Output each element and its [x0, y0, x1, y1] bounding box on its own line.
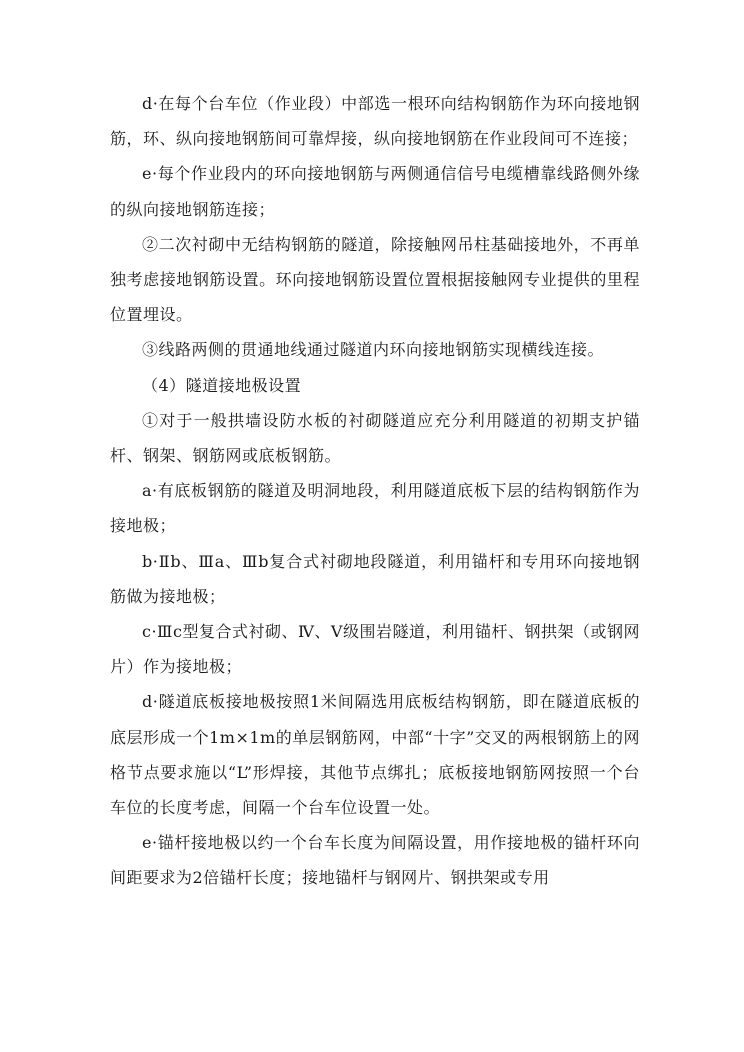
document-body [110, 86, 640, 896]
section-heading-tunnel-ground-electrode: （4）隧道接地极设置 [142, 375, 302, 395]
paragraph-3-through-ground-wire: ③线路两侧的贯通地线通过隧道内环向接地钢筋实现横线连接。 [142, 340, 605, 360]
paragraph-e-cable-trough-connection: e·每个作业段内的环向接地钢筋与两侧通信信号电缆槽靠线路侧外缘的纵向接地钢筋连接； [110, 164, 640, 219]
paragraph-b-composite-lining: b·Ⅱb、Ⅲa、Ⅲb复合式衬砌地段隧道，利用锚杆和专用环向接地钢筋做为接地极； [110, 551, 640, 606]
paragraph-e-anchor-electrode: e·锚杆接地极以约一个台车长度为间隔设置，用作接地极的锚杆环向间距要求为2倍锚杆长度；接地锚杆与钢网片、钢拱架或专用 [110, 833, 640, 888]
paragraph-a-floor-rebar: a·有底板钢筋的隧道及明洞地段，利用隧道底板下层的结构钢筋作为接地极； [110, 481, 640, 536]
paragraph-1-lining-tunnel: ①对于一般拱墙设防水板的衬砌隧道应充分利用隧道的初期支护锚杆、钢架、钢筋网或底板钢筋。 [110, 410, 640, 466]
paragraph-d-ring-grounding: d·在每个台车位（作业段）中部选一根环向结构钢筋作为环向接地钢筋，环、纵向接地钢筋间可靠焊接，纵向接地钢筋在作业段间可不连接； [110, 94, 640, 149]
paragraph-d-floor-electrode: d·隧道底板接地极按照1米间隔选用底板结构钢筋，即在隧道底板的底层形成一个1m×1m的单层钢筋网，中部“十字”交叉的两根钢筋上的网格节点要求施以“L”形焊接，其他节点绑扎；底板接地钢筋网按照一个台车位的长度考虑，间隔一个台车位设置一处。 [110, 692, 640, 818]
paragraph-2-no-structural-rebar: ②二次衬砌中无结构钢筋的隧道，除接触网吊柱基础接地外，不再单独考虑接地钢筋设置。环向接地钢筋设置位置根据接触网专业提供的里程位置埋设。 [110, 234, 640, 325]
paragraph-c-surrounding-rock: c·Ⅲc型复合式衬砌、Ⅳ、Ⅴ级围岩隧道，利用锚杆、钢拱架（或钢网片）作为接地极； [110, 622, 640, 677]
